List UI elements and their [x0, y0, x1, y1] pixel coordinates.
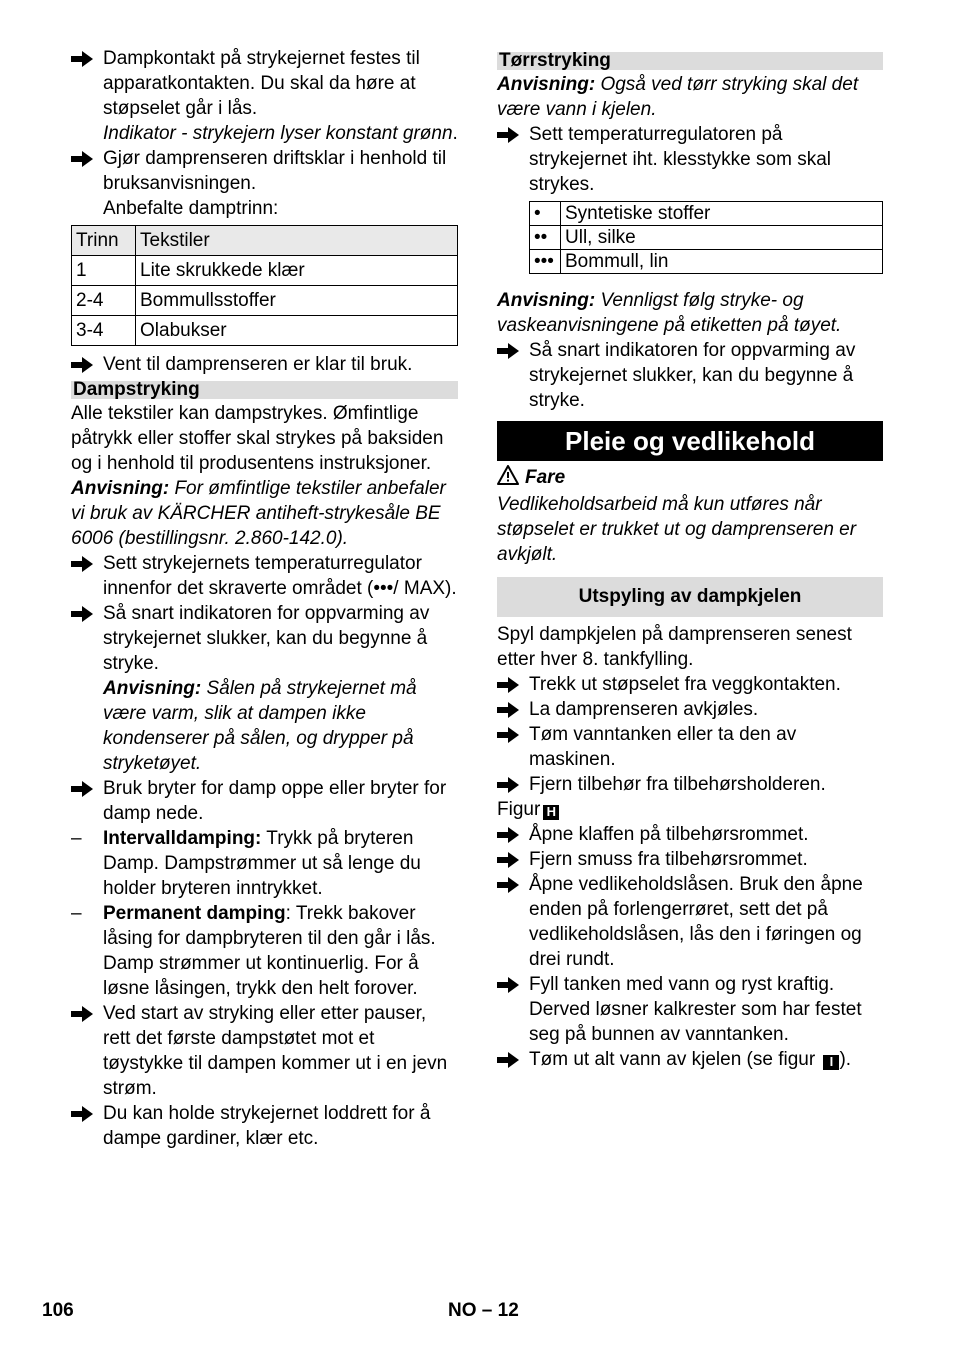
dash-item-text: Permanent damping: Trekk bakover låsing for dampbryteren til den går i lås. Damp strømmer ut kontinuerlig. For å løsne låsingen, trykk den helt forover.	[103, 903, 436, 999]
dots-cell: •••	[530, 250, 561, 274]
instruction-step	[497, 122, 883, 197]
instruction-step	[497, 772, 883, 797]
arrow-right-icon	[71, 551, 97, 576]
instruction-step	[497, 1047, 883, 1072]
step-text: Sett temperaturregulatoren på strykejernet iht. klesstykke som skal strykes.	[529, 124, 831, 195]
chapter-banner: Pleie og vedlikehold	[497, 421, 883, 461]
subsection-banner: Utspyling av dampkjelen	[497, 577, 883, 617]
arrow-right-icon	[71, 776, 97, 801]
step-text: Tøm vanntanken eller ta den av maskinen.	[529, 724, 797, 770]
table-cell: Ull, silke	[561, 226, 883, 250]
arrow-right-icon	[71, 146, 97, 171]
figure-label-badge: H	[543, 805, 559, 820]
instruction-step	[71, 352, 458, 377]
table-cell: 1	[72, 256, 136, 286]
table-cell: 3-4	[72, 316, 136, 346]
section-heading: Dampstryking	[71, 381, 458, 399]
step-text: Bruk bryter for damp oppe eller bryter for damp nede.	[103, 778, 447, 824]
table-header-row	[72, 226, 458, 256]
table-row	[530, 226, 883, 250]
instruction-step	[71, 46, 458, 146]
instruction-step	[497, 972, 883, 1047]
page-number: 106	[42, 1300, 74, 1321]
table-cell: Olabukser	[136, 316, 458, 346]
arrow-right-icon	[71, 46, 97, 71]
instruction-step	[497, 722, 883, 772]
arrow-right-icon	[497, 338, 523, 363]
table-row	[530, 202, 883, 226]
arrow-right-icon	[497, 972, 523, 997]
step-text: Du kan holde strykejernet loddrett for å dampe gardiner, klær etc.	[103, 1103, 431, 1149]
table-cell: 2-4	[72, 286, 136, 316]
step-text: Fjern smuss fra tilbehørsrommet.	[529, 849, 808, 870]
note: Anvisning: Også ved tørr stryking skal det være vann i kjelen.	[497, 74, 859, 120]
arrow-right-icon	[497, 697, 523, 722]
table-row	[530, 250, 883, 274]
note: Anvisning: For ømfintlige tekstiler anbefaler vi bruk av KÄRCHER antiheft-strykesåle BE 6006 (bestillingsnr. 2.860-142.0).	[71, 478, 446, 549]
instruction-step	[71, 1001, 458, 1101]
table-row	[72, 286, 458, 316]
dots-cell: ••	[530, 226, 561, 250]
instruction-step	[497, 822, 883, 847]
table-row	[72, 256, 458, 286]
figure-reference: Figur H	[497, 797, 883, 822]
instruction-step	[497, 847, 883, 872]
instruction-step	[71, 551, 458, 601]
instruction-step	[71, 1101, 458, 1151]
left-column	[71, 46, 458, 1151]
step-note: Anbefalte damptrinn:	[103, 198, 279, 219]
step-text: Vent til damprenseren er klar til bruk.	[103, 354, 413, 375]
arrow-right-icon	[71, 601, 97, 626]
figure-label-badge: I	[823, 1055, 839, 1070]
step-text: Åpne klaffen på tilbehørsrommet.	[529, 824, 809, 845]
step-text: Sett strykejernets temperaturregulator innenfor det skraverte området (•••/ MAX).	[103, 553, 457, 599]
table-row	[72, 316, 458, 346]
right-column	[497, 46, 883, 1072]
step-note: Indikator - strykejern lyser konstant grønn.	[103, 123, 458, 144]
section-heading: Tørrstryking	[497, 52, 883, 70]
step-text: Ved start av stryking eller etter pauser, rett det første dampstøtet mot et tøystykke til dampen kommer ut i en jevn strøm.	[103, 1003, 448, 1099]
arrow-right-icon	[71, 1101, 97, 1126]
instruction-step	[71, 146, 458, 221]
table-cell: Syntetiske stoffer	[561, 202, 883, 226]
instruction-step	[497, 672, 883, 697]
instruction-step	[497, 872, 883, 972]
temperature-table	[529, 201, 883, 274]
step-text: Tøm ut alt vann av kjelen (se figur I ).	[529, 1049, 852, 1070]
step-text: Fyll tanken med vann og ryst kraftig. Derved løsner kalkrester som har festet seg på bunnen av vanntanken.	[529, 974, 862, 1045]
arrow-right-icon	[497, 722, 523, 747]
danger-text: Vedlikeholdsarbeid må kun utføres når støpselet er trukket ut og damprenseren er avkjølt.	[497, 494, 857, 565]
danger-heading: Fare	[497, 465, 883, 492]
table-header-cell: Tekstiler	[136, 226, 458, 256]
step-text: Så snart indikatoren for oppvarming av strykejernet slukker, kan du begynne å stryke.	[529, 340, 856, 411]
dots-cell: •	[530, 202, 561, 226]
paragraph: Alle tekstiler kan dampstrykes. Ømfintlige påtrykk eller stoffer skal strykes på baksiden og i henhold til produsentens instruksjoner.	[71, 403, 444, 474]
arrow-right-icon	[71, 1001, 97, 1026]
section-marker: NO – 12	[448, 1300, 519, 1321]
instruction-step	[71, 601, 458, 776]
note: Anvisning: Vennligst følg stryke- og vaskeanvisningene på etiketten på tøyet.	[497, 290, 842, 336]
step-text: Fjern tilbehør fra tilbehørsholderen.	[529, 774, 826, 795]
arrow-right-icon	[497, 822, 523, 847]
note: Anvisning: Sålen på strykejernet må være varm, slik at dampen ikke kondenserer på sålen, og drypper på stryketøyet.	[103, 678, 417, 774]
arrow-right-icon	[497, 847, 523, 872]
dash-item-text: Intervalldamping: Trykk på bryteren Damp. Dampstrømmer ut så lenge du holder bryteren inntrykket.	[103, 828, 421, 899]
table-cell: Bommull, lin	[561, 250, 883, 274]
temperature-table-wrap	[497, 201, 883, 274]
step-text: Så snart indikatoren for oppvarming av strykejernet slukker, kan du begynne å stryke.	[103, 603, 430, 674]
table-cell: Bommullsstoffer	[136, 286, 458, 316]
step-text: La damprenseren avkjøles.	[529, 699, 759, 720]
steam-level-table	[71, 225, 458, 346]
arrow-right-icon	[71, 352, 97, 377]
arrow-right-icon	[497, 122, 523, 147]
step-text: Dampkontakt på strykejernet festes til apparatkontakten. Du skal da høre at støpselet går i lås.	[103, 48, 420, 119]
dash-bullet: –	[71, 903, 82, 924]
arrow-right-icon	[497, 772, 523, 797]
instruction-step	[71, 776, 458, 826]
dash-list-item	[71, 901, 458, 1001]
instruction-step	[497, 697, 883, 722]
table-header-cell: Trinn	[72, 226, 136, 256]
arrow-right-icon	[497, 672, 523, 697]
step-text: Åpne vedlikeholdslåsen. Bruk den åpne enden på forlengerrøret, sett det på vedlikeholdslåsen, lås den i føringen og drei rundt.	[529, 874, 863, 970]
table-cell: Lite skrukkede klær	[136, 256, 458, 286]
step-text: Gjør damprenseren driftsklar i henhold til bruksanvisningen.	[103, 148, 447, 194]
warning-triangle-icon	[497, 465, 519, 492]
dash-list-item	[71, 826, 458, 901]
instruction-step	[497, 338, 883, 413]
arrow-right-icon	[497, 872, 523, 897]
paragraph: Spyl dampkjelen på damprenseren senest etter hver 8. tankfylling.	[497, 624, 852, 670]
dash-bullet: –	[71, 828, 82, 849]
arrow-right-icon	[497, 1047, 523, 1072]
step-text: Trekk ut støpselet fra veggkontakten.	[529, 674, 841, 695]
